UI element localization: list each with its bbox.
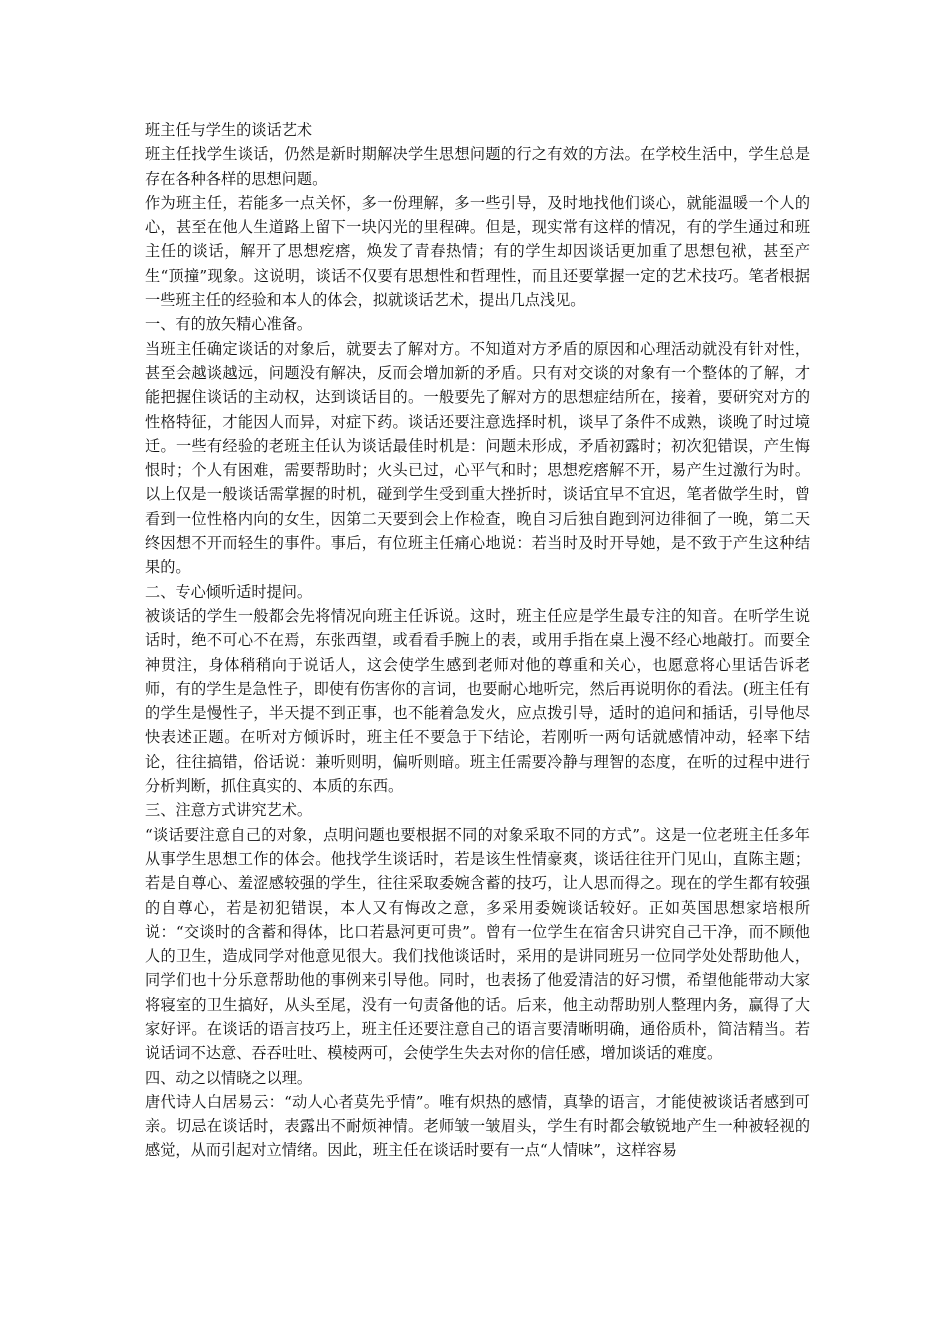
section-heading-3: 三、注意方式讲究艺术。 [145, 801, 313, 820]
section-body-1: 当班主任确定谈话的对象后，就要去了解对方。不知道对方矛盾的原因和心理活动就没有针对性，甚至会越谈越远，问题没有解决，反而会增加新的矛盾。只有对交谈的对象有一个整体的了解，才能把握住谈话的主动权，达到谈话目的。一般要先了解对方的思想症结所在，接着，要研究对方的性格特征，才能因人而异，对症下药。谈话还要注意选择时机，谈早了条件不成熟，谈晚了时过境迁。一些有经验的老班主任认为谈话最佳时机是：问题未形成，矛盾初露时；初次犯错误，产生悔恨时；个人有困难，需要帮助时；火头已过，心平气和时；思想疙瘩解不开，易产生过激行为时。以上仅是一般谈话需掌握的时机，碰到学生受到重大挫折时，谈话宜早不宜迟，笔者做学生时，曾看到一位性格内向的女生，因第二天要到会上作检查，晚自习后独自跑到河边徘徊了一晚，第二天终因想不开而轻生的事件。事后，有位班主任痛心地说：若当时及时开导她，是不致于产生这种结果的。 [145, 339, 810, 577]
intro-paragraph: 作为班主任，若能多一点关怀，多一份理解，多一些引导，及时地找他们谈心，就能温暖一个人的心，甚至在他人生道路上留下一块闪光的里程碑。但是，现实常有这样的情况，有的学生通过和班主任的谈话，解开了思想疙瘩，焕发了青春热情；有的学生却因谈话更加重了思想包袱，甚至产生“顶撞”现象。这说明，谈话不仅要有思想性和哲理性，而且还要掌握一定的艺术技巧。笔者根据一些班主任的经验和本人的体会，拟就谈话艺术，提出几点浅见。 [145, 193, 810, 310]
section-body-2: 被谈话的学生一般都会先将情况向班主任诉说。这时，班主任应是学生最专注的知音。在听学生说话时，绝不可心不在焉，东张西望，或看看手腕上的表，或用手指在桌上漫不经心地敲打。而要全神贯注，身体稍稍向于说话人，这会使学生感到老师对他的尊重和关心，也愿意将心里话告诉老师，有的学生是急性子，即使有伤害你的言词，也要耐心地听完，然后再说明你的看法。(班主任有的学生是慢性子，半天提不到正事，也不能着急发火，应点拨引导，适时的追问和插话，引导他尽快表述正题。在听对方倾诉时，班主任不要急于下结论，若刚听一两句话就感情冲动，轻率下结论，往往搞错，俗话说：兼听则明，偏听则暗。班主任需要冷静与理智的态度，在听的过程中进行分析判断，抓住真实的、本质的东西。 [145, 606, 810, 796]
section-body-4: 唐代诗人白居易云：“动人心者莫先乎情”。唯有炽热的感情，真挚的语言，才能使被谈话者感到可亲。切忌在谈话时，表露出不耐烦神情。老师皱一皱眉头，学生有时都会敏锐地产生一种被轻视的感觉，从而引起对立情绪。因此，班主任在谈话时要有一点“人情味”，这样容易 [145, 1092, 810, 1160]
section-heading-1: 一、有的放矢精心准备。 [145, 315, 313, 334]
section-body-3: “谈话要注意自己的对象，点明问题也要根据不同的对象采取不同的方式”。这是一位老班主任多年从事学生思想工作的体会。他找学生谈话时，若是该生性情豪爽，谈话往往开门见山，直陈主题；若是自尊心、羞涩感较强的学生，往往采取委婉含蓄的技巧，让人思而得之。现在的学生都有较强的自尊心，若是初犯错误，本人又有悔改之意，多采用委婉谈话较好。正如英国思想家培根所说：“交谈时的含蓄和得体，比口若悬河更可贵”。曾有一位学生在宿舍只讲究自己干净，而不顾他人的卫生，造成同学对他意见很大。我们找他谈话时，采用的是讲同班另一位同学处处帮助他人，同学们也十分乐意帮助他的事例来引导他。同时，也表扬了他爱清洁的好习惯，希望他能带动大家将寝室的卫生搞好，从头至尾，没有一句责备他的话。后来，他主动帮助别人整理内务，赢得了大家好评。在谈话的语言技巧上，班主任还要注意自己的语言要清晰明确，通俗质朴，简洁精当。若说话词不达意、吞吞吐吐、模棱两可，会使学生失去对你的信任感，增加谈话的难度。 [145, 825, 810, 1063]
document-page [145, 118, 810, 1163]
intro-paragraph: 班主任找学生谈话，仍然是新时期解决学生思想问题的行之有效的方法。在学校生活中，学生总是存在各种各样的思想问题。 [145, 145, 810, 188]
section-heading-2: 二、专心倾听适时提问。 [145, 582, 313, 601]
document-title: 班主任与学生的谈话艺术 [145, 121, 313, 139]
section-heading-4: 四、动之以情晓之以理。 [145, 1068, 313, 1087]
